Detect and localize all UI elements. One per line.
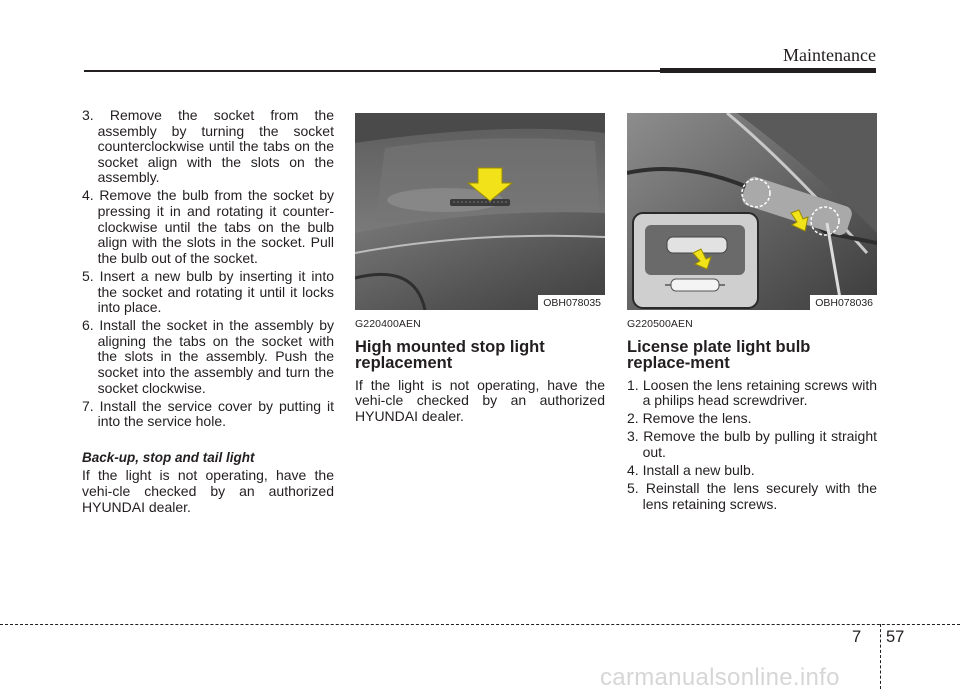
step-3: 3. Remove the bulb by pulling it straight out. <box>627 428 877 460</box>
license-plate-light-illustration <box>627 113 877 310</box>
step-5: 5. Insert a new bulb by inserting it into the socket and rotating it until it locks into place. <box>82 267 334 316</box>
header-rule <box>84 70 660 72</box>
section-code: G220500AEN <box>627 318 693 330</box>
stop-light-paragraph: If the light is not operating, have the vehi-cle checked by an authorized HYUNDAI dealer. <box>355 376 605 424</box>
backup-stop-tail-paragraph: If the light is not operating, have the vehi-cle checked by an authorized HYUNDAI dealer. <box>82 467 334 515</box>
page-header-title: Maintenance <box>783 45 876 65</box>
step-6: 6. Install the socket in the assembly by aligning the tabs on the socket with the slots in the assembly. Push the socket into the assembly and turn the socket clockwise. <box>82 317 334 396</box>
step-1: 1. Loosen the lens retaining screws with a philips head screwdriver. <box>627 376 877 409</box>
stop-light-illustration <box>355 113 605 310</box>
step-4: 4. Install a new bulb. <box>627 462 755 479</box>
step-5: 5. Reinstall the lens securely with the lens retaining screws. <box>627 480 877 512</box>
watermark: carmanualsonline.info <box>600 664 840 691</box>
right-column <box>627 317 877 515</box>
middle-column <box>355 317 605 424</box>
footer-divider <box>880 624 881 689</box>
step-2: 2. Remove the lens. <box>627 410 752 427</box>
license-plate-light-figure <box>627 113 877 310</box>
header-rule-thick <box>660 68 876 73</box>
section-title: License plate light bulb replace-ment <box>627 337 811 373</box>
section-code: G220400AEN <box>355 318 421 330</box>
footer-rule <box>0 624 960 625</box>
stop-light-figure <box>355 113 605 310</box>
figure-caption: OBH078036 <box>810 295 877 310</box>
step-7: 7. Install the service cover by putting it into the service hole. <box>82 397 334 430</box>
step-4: 4. Remove the bulb from the socket by pressing it in and rotating it counter-clockwise until the tabs on the bulb align with the slots in the socket. Pull the bulb out of the socket. <box>82 187 334 266</box>
section-title: High mounted stop light replacement <box>355 337 545 373</box>
page-number: 57 <box>886 628 905 646</box>
left-column <box>82 108 334 515</box>
step-3: 3. Remove the socket from the assembly by turning the socket counterclockwise until the tabs on the socket align with the slots on the assembly. <box>82 107 334 186</box>
figure-caption: OBH078035 <box>538 295 605 310</box>
backup-stop-tail-heading: Back-up, stop and tail light <box>82 449 255 465</box>
chapter-number: 7 <box>852 628 862 646</box>
